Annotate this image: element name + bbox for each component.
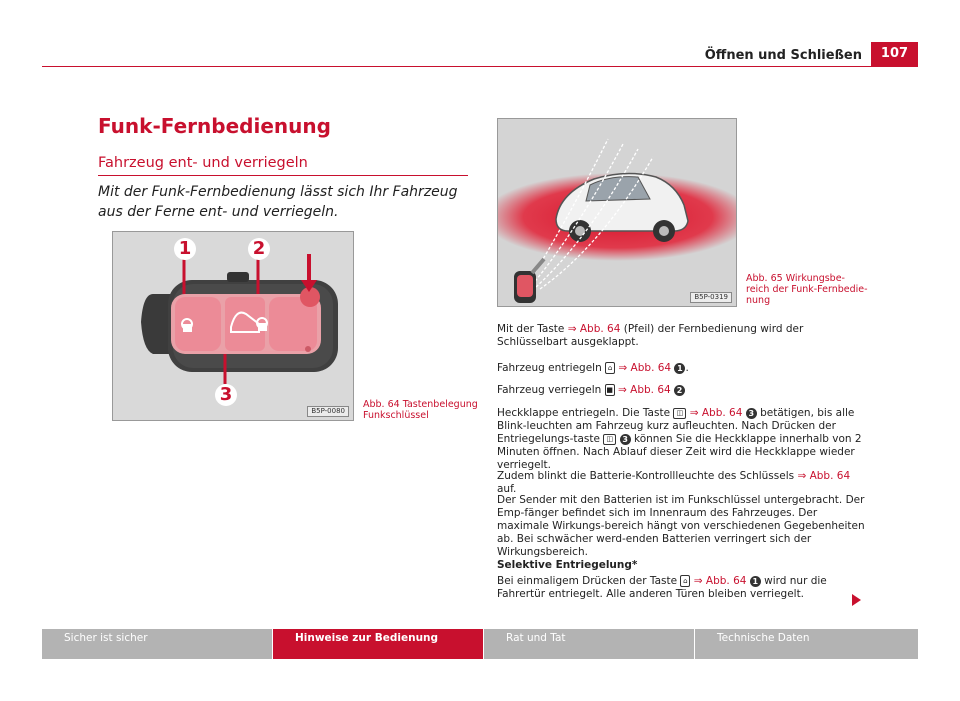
footer-tab-bedienung[interactable]: Hinweise zur Bedienung (273, 629, 483, 659)
figure-link[interactable]: ⇒ Abb. 64 (689, 407, 743, 419)
paragraph-lock: Fahrzeug verriegeln ■ ⇒ Abb. 64 2 (497, 384, 867, 397)
lock-icon: ■ (606, 386, 613, 394)
figure-code: B5P-0319 (690, 292, 732, 303)
paragraph-battery-led: Zudem blinkt die Batterie-Kontrollleuchte des Schlüssels ⇒ Abb. 64 auf. (497, 470, 851, 495)
header-divider (42, 66, 918, 67)
unlock-icon: ⌂ (605, 362, 615, 374)
running-header-title: Öffnen und Schließen (704, 48, 862, 63)
callout-1: 1 (174, 238, 196, 260)
figure-remote-range (497, 118, 737, 307)
callout-badge: 2 (674, 385, 685, 396)
paragraph-tailgate: Heckklappe entriegeln. Die Taste ◫ ⇒ Abb. 64 3 betätigen, bis alle Blink-leuchten am Fahrzeug kurz aufleuchten. Nach Drücken der Entriegelungs-taste ◫ 3 können Sie die Heckklappe innerhalb von 2 Minuten öffnen. Nach Ablauf dieser Zeit wird die Heckklappe wieder verriegelt. (497, 407, 862, 471)
figure-link[interactable]: ⇒ Abb. 64 (618, 362, 672, 374)
figure-link[interactable]: ⇒ Abb. 64 (693, 575, 747, 587)
tailgate-icon: ◫ (673, 408, 686, 419)
footer-tab-sicher[interactable]: Sicher ist sicher (42, 629, 272, 659)
paragraph-unlock: Fahrzeug entriegeln ⌂ ⇒ Abb. 64 1 . (497, 362, 689, 374)
figure-code: B5P-0080 (307, 406, 349, 417)
callout-badge: 3 (746, 408, 757, 419)
paragraph-fold-key: Mit der Taste ⇒ Abb. 64 (Pfeil) der Fernbedienung wird der Schlüsselbart ausgeklappt. (497, 323, 804, 348)
footer-tab-technik[interactable]: Technische Daten (695, 629, 918, 659)
callout-2: 2 (248, 238, 270, 260)
tailgate-icon: ◫ (603, 434, 616, 445)
subsection-divider (98, 175, 468, 176)
page-number: 107 (871, 42, 918, 66)
callout-badge: 1 (750, 576, 761, 587)
figure-link[interactable]: ⇒ Abb. 64 (618, 384, 671, 396)
figure-65-caption: Abb. 65 Wirkungsbe- reich der Funk-Fernbedie- nung (746, 273, 868, 306)
figure-key-fob (112, 231, 354, 421)
intro-text: Mit der Funk-Fernbedienung lässt sich Ihr Fahrzeug aus der Ferne ent- und verriegeln. (98, 184, 458, 220)
unlock-icon: ⌂ (680, 575, 690, 587)
callout-badge: 1 (674, 363, 685, 374)
subsection-title: Fahrzeug ent- und verriegeln (98, 155, 308, 171)
continue-arrow-icon (852, 594, 861, 606)
range-illustration (498, 119, 737, 307)
footer-tab-rat[interactable]: Rat und Tat (484, 629, 694, 659)
figure-link[interactable]: ⇒ Abb. 64 (567, 323, 621, 335)
selective-unlock-heading: Selektive Entriegelung* (497, 559, 638, 571)
callout-3: 3 (215, 384, 237, 406)
figure-link[interactable]: ⇒ Abb. 64 (797, 470, 851, 482)
figure-64-caption: Abb. 64 Tastenbelegung Funkschlüssel (363, 399, 478, 421)
paragraph-selective-unlock: Bei einmaligem Drücken der Taste ⌂ ⇒ Abb. 64 1 wird nur die Fahrertür entriegelt. Alle anderen Türen bleiben verriegelt. (497, 575, 827, 600)
paragraph-transmitter: Der Sender mit den Batterien ist im Funkschlüssel untergebracht. Der Emp-fänger befindet sich im Innenraum des Fahrzeuges. Der maximale Wirkungs-bereich hängt von verschiedenen Gegebenheiten ab. Bei schwächer werd-enden Batterien verringert sich der Wirkungsbereich. (497, 494, 865, 558)
section-title: Funk-Fernbedienung (98, 114, 331, 138)
callout-badge: 3 (620, 434, 631, 445)
